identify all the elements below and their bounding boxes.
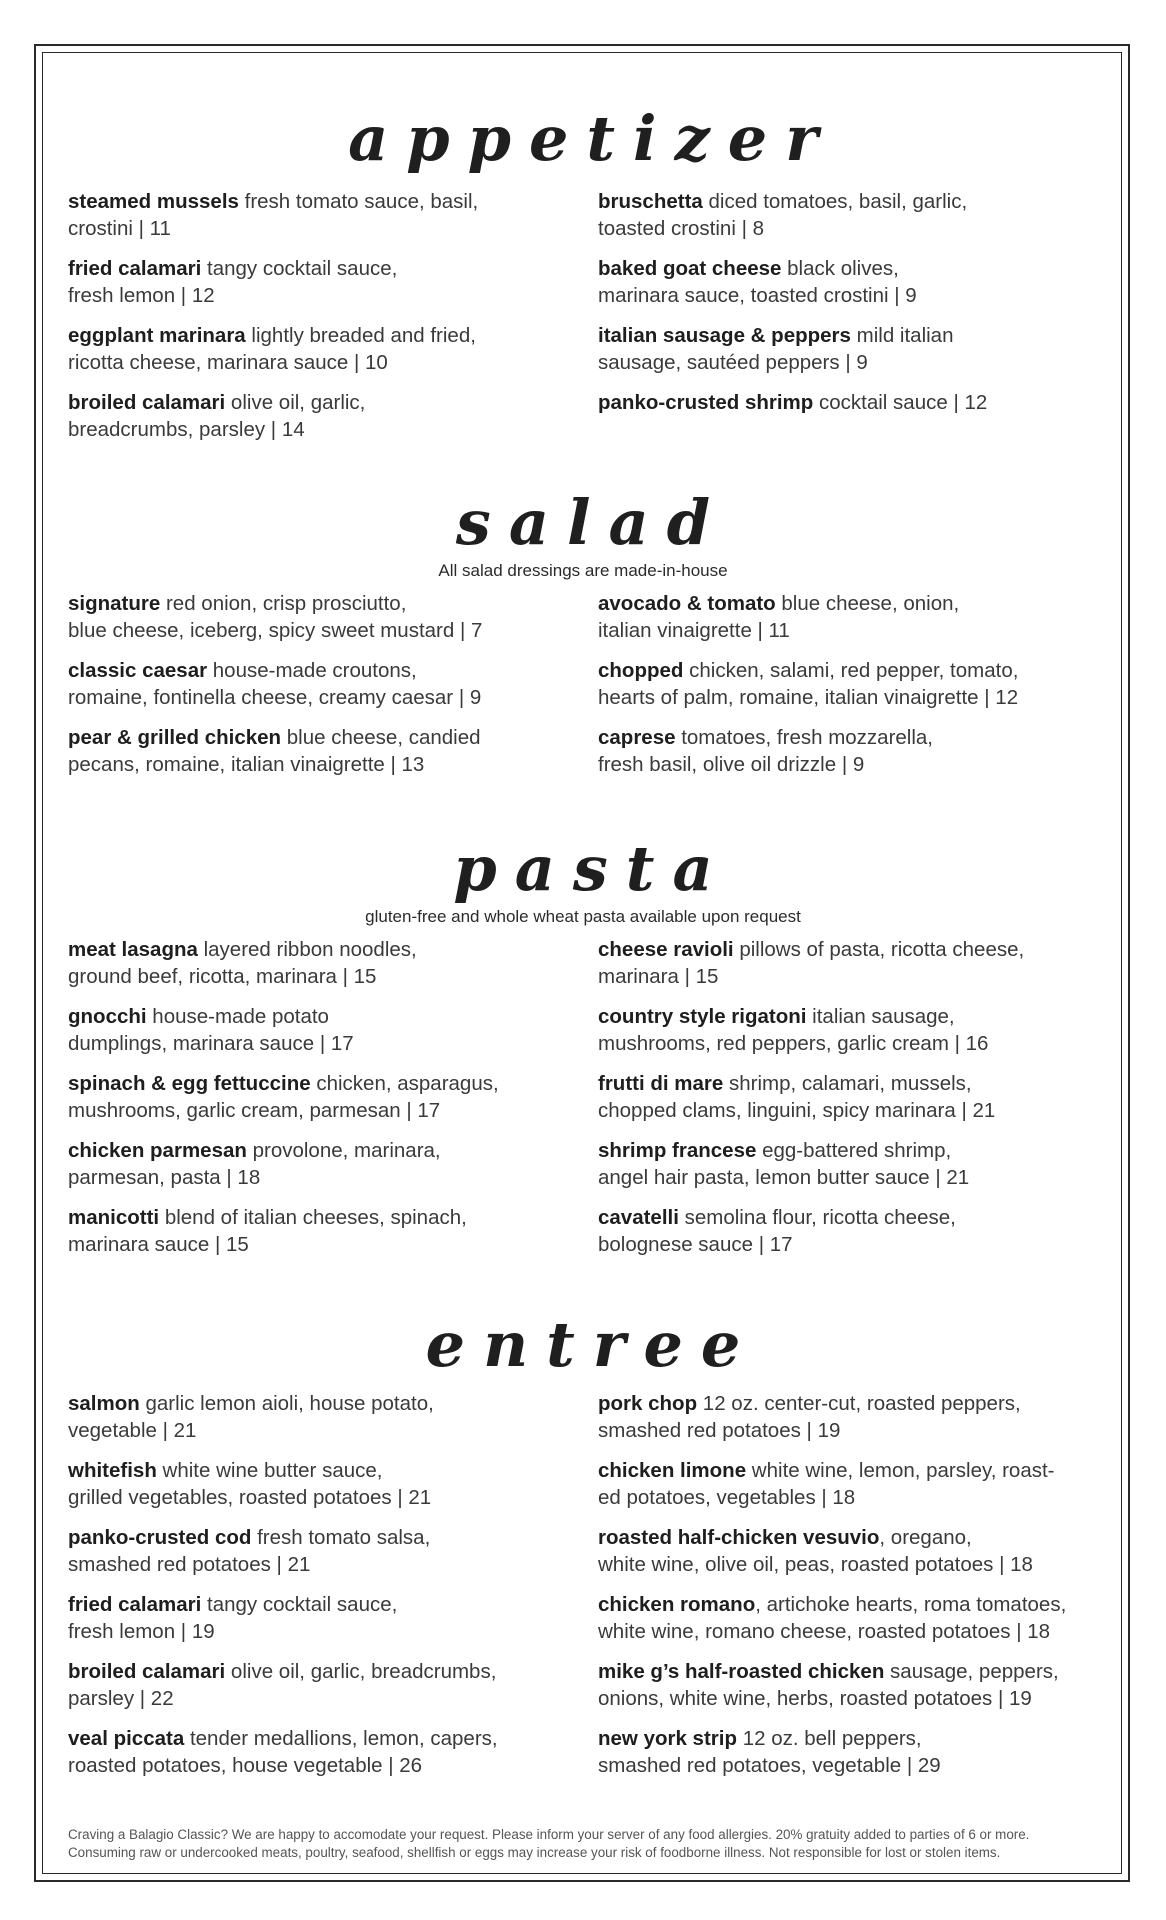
pasta-section [68, 834, 1098, 1258]
menu-item [598, 724, 1098, 778]
item-desc-2: marinara sauce | 15 [68, 1233, 249, 1256]
pasta-left-column [68, 936, 568, 1258]
menu-item [68, 1658, 568, 1712]
item-desc-2: vegetable | 21 [68, 1419, 197, 1442]
item-desc-2: romaine, fontinella cheese, creamy caesar | 9 [68, 686, 482, 709]
item-name: manicotti [68, 1206, 160, 1229]
menu-item [598, 1591, 1098, 1645]
item-desc-2: parsley | 22 [68, 1687, 174, 1710]
item-desc: sausage, peppers, [884, 1660, 1059, 1683]
menu-item [68, 1204, 568, 1258]
item-desc: house-made croutons, [207, 659, 417, 682]
item-name: chopped [598, 659, 684, 682]
footer-line-2: Consuming raw or undercooked meats, poultry, seafood, shellfish or eggs may increase your risk of foodborne illness. Not responsible for lost or stolen items. [68, 1845, 1001, 1860]
section-note: gluten-free and whole wheat pasta available upon request [365, 907, 801, 926]
item-desc-2: crostini | 11 [68, 217, 171, 240]
entree-left-column [68, 1390, 568, 1779]
section-note: All salad dressings are made-in-house [438, 561, 728, 580]
item-desc-2: angel hair pasta, lemon butter sauce | 21 [598, 1166, 970, 1189]
item-desc: fresh tomato salsa, [251, 1526, 431, 1549]
item-desc: , oregano, [879, 1526, 972, 1549]
item-desc: chicken, asparagus, [310, 1072, 499, 1095]
menu-item [598, 255, 1098, 309]
item-desc-2: smashed red potatoes | 19 [598, 1419, 841, 1442]
item-name: pork chop [598, 1392, 698, 1415]
item-desc-2: fresh basil, olive oil drizzle | 9 [598, 753, 865, 776]
item-desc: red onion, crisp prosciutto, [160, 592, 407, 615]
item-desc: black olives, [781, 257, 899, 280]
menu-item [598, 1725, 1098, 1779]
item-desc: egg-battered shrimp, [756, 1139, 952, 1162]
menu-item [598, 657, 1098, 711]
item-name: panko-crusted cod [68, 1526, 252, 1549]
item-name: baked goat cheese [598, 257, 782, 280]
item-name: spinach & egg fettuccine [68, 1072, 311, 1095]
section-heading: salad [455, 486, 729, 559]
item-desc-2: white wine, olive oil, peas, roasted potatoes | 18 [598, 1553, 1033, 1576]
item-name: fried calamari [68, 257, 202, 280]
menu-item [598, 389, 1098, 416]
item-name: italian sausage & peppers [598, 324, 851, 347]
menu-item [598, 936, 1098, 990]
item-desc-2: bolognese sauce | 17 [598, 1233, 793, 1256]
menu-footer [68, 1826, 1098, 1862]
appetizer-left-column [68, 188, 568, 443]
item-desc: mild italian [850, 324, 954, 347]
item-desc: fresh tomato sauce, basil, [238, 190, 479, 213]
item-desc: tangy cocktail sauce, [201, 257, 398, 280]
salad-section [68, 488, 1098, 778]
item-desc-2: chopped clams, linguini, spicy marinara | 21 [598, 1099, 996, 1122]
menu-item [598, 590, 1098, 644]
item-desc: white wine, lemon, parsley, roast- [746, 1459, 1055, 1482]
menu-item [68, 1591, 568, 1645]
item-desc: provolone, marinara, [246, 1139, 441, 1162]
item-name: veal piccata [68, 1727, 185, 1750]
appetizer-section [68, 104, 1098, 443]
item-desc-2: fresh lemon | 19 [68, 1620, 215, 1643]
menu-item [598, 1204, 1098, 1258]
pasta-right-column [598, 936, 1098, 1258]
item-name: classic caesar [68, 659, 208, 682]
item-desc: olive oil, garlic, breadcrumbs, [225, 1660, 497, 1683]
item-desc-2: ricotta cheese, marinara sauce | 10 [68, 351, 388, 374]
section-heading: appetizer [348, 102, 836, 175]
menu-item [598, 1003, 1098, 1057]
item-name: shrimp francese [598, 1139, 757, 1162]
item-desc: olive oil, garlic, [225, 391, 366, 414]
item-desc: tangy cocktail sauce, [201, 1593, 398, 1616]
item-desc: layered ribbon noodles, [197, 938, 417, 961]
item-desc: tomatoes, fresh mozzarella, [675, 726, 934, 749]
item-desc: cocktail sauce | 12 [813, 391, 988, 414]
item-desc-2: smashed red potatoes | 21 [68, 1553, 311, 1576]
item-desc: shrimp, calamari, mussels, [723, 1072, 972, 1095]
item-desc-2: mushrooms, garlic cream, parmesan | 17 [68, 1099, 441, 1122]
menu-item [598, 1524, 1098, 1578]
section-heading: entree [425, 1308, 759, 1381]
item-desc-2: breadcrumbs, parsley | 14 [68, 418, 305, 441]
item-desc-2: pecans, romaine, italian vinaigrette | 13 [68, 753, 425, 776]
item-desc: semolina flour, ricotta cheese, [678, 1206, 956, 1229]
menu-item [68, 389, 568, 443]
item-name: frutti di mare [598, 1072, 724, 1095]
item-name: roasted half-chicken vesuvio [598, 1526, 880, 1549]
menu-item [68, 936, 568, 990]
menu-item [68, 1457, 568, 1511]
menu-item [68, 1524, 568, 1578]
menu-item [68, 590, 568, 644]
item-desc-2: fresh lemon | 12 [68, 284, 215, 307]
item-desc: , artichoke hearts, roma tomatoes, [755, 1593, 1067, 1616]
item-name: eggplant marinara [68, 324, 246, 347]
item-desc: 12 oz. center-cut, roasted peppers, [697, 1392, 1021, 1415]
item-desc-2: roasted potatoes, house vegetable | 26 [68, 1754, 423, 1777]
menu-item [68, 1725, 568, 1779]
item-name: caprese [598, 726, 676, 749]
item-desc-2: mushrooms, red peppers, garlic cream | 16 [598, 1032, 989, 1055]
menu-item [68, 1003, 568, 1057]
menu-item [598, 1137, 1098, 1191]
item-desc-2: marinara sauce, toasted crostini | 9 [598, 284, 917, 307]
menu-item [68, 255, 568, 309]
item-name: panko-crusted shrimp [598, 391, 814, 414]
menu-item [598, 188, 1098, 242]
menu-item [68, 724, 568, 778]
item-name: broiled calamari [68, 391, 226, 414]
item-desc-2: dumplings, marinara sauce | 17 [68, 1032, 354, 1055]
menu-item [68, 1137, 568, 1191]
item-desc-2: marinara | 15 [598, 965, 719, 988]
item-desc: italian sausage, [806, 1005, 955, 1028]
item-desc-2: white wine, romano cheese, roasted potatoes | 18 [598, 1620, 1051, 1643]
menu-item [68, 322, 568, 376]
item-desc: diced tomatoes, basil, garlic, [702, 190, 968, 213]
item-desc: pillows of pasta, ricotta cheese, [733, 938, 1025, 961]
item-name: broiled calamari [68, 1660, 226, 1683]
footer-line-1: Craving a Balagio Classic? We are happy to accomodate your request. Please inform your server of any food allergies. 20% gratuity added to parties of 6 or more. [68, 1827, 1030, 1842]
menu-item [68, 657, 568, 711]
item-desc: blue cheese, onion, [775, 592, 960, 615]
menu-item [598, 1457, 1098, 1511]
item-name: chicken romano [598, 1593, 756, 1616]
item-name: bruschetta [598, 190, 703, 213]
item-desc-2: ed potatoes, vegetables | 18 [598, 1486, 856, 1509]
item-desc-2: smashed red potatoes, vegetable | 29 [598, 1754, 941, 1777]
item-name: country style rigatoni [598, 1005, 807, 1028]
item-name: whitefish [68, 1459, 157, 1482]
item-name: new york strip [598, 1727, 737, 1750]
item-desc: lightly breaded and fried, [245, 324, 476, 347]
item-desc-2: onions, white wine, herbs, roasted potatoes | 19 [598, 1687, 1032, 1710]
item-name: salmon [68, 1392, 140, 1415]
item-name: mike g’s half-roasted chicken [598, 1660, 885, 1683]
section-heading: pasta [453, 832, 731, 905]
entree-section [68, 1310, 1098, 1779]
item-name: avocado & tomato [598, 592, 776, 615]
item-name: cavatelli [598, 1206, 679, 1229]
salad-left-column [68, 590, 568, 778]
item-name: pear & grilled chicken [68, 726, 282, 749]
item-desc-2: ground beef, ricotta, marinara | 15 [68, 965, 377, 988]
menu-item [598, 1070, 1098, 1124]
item-desc-2: grilled vegetables, roasted potatoes | 21 [68, 1486, 432, 1509]
item-desc: garlic lemon aioli, house potato, [139, 1392, 434, 1415]
item-name: gnocchi [68, 1005, 147, 1028]
item-name: chicken limone [598, 1459, 747, 1482]
menu-item [598, 1658, 1098, 1712]
item-desc-2: blue cheese, iceberg, spicy sweet mustard | 7 [68, 619, 483, 642]
menu-item [598, 1390, 1098, 1444]
item-desc: house-made potato [146, 1005, 329, 1028]
item-desc: white wine butter sauce, [156, 1459, 383, 1482]
item-name: fried calamari [68, 1593, 202, 1616]
item-desc-2: sausage, sautéed peppers | 9 [598, 351, 868, 374]
item-desc: 12 oz. bell peppers, [737, 1727, 922, 1750]
item-name: signature [68, 592, 161, 615]
item-name: cheese ravioli [598, 938, 734, 961]
item-desc: tender medallions, lemon, capers, [184, 1727, 498, 1750]
item-name: chicken parmesan [68, 1139, 247, 1162]
appetizer-right-column [598, 188, 1098, 443]
menu-item [598, 322, 1098, 376]
item-desc: blue cheese, candied [281, 726, 481, 749]
salad-right-column [598, 590, 1098, 778]
item-desc-2: hearts of palm, romaine, italian vinaigrette | 12 [598, 686, 1019, 709]
item-desc-2: parmesan, pasta | 18 [68, 1166, 261, 1189]
item-name: meat lasagna [68, 938, 198, 961]
item-desc-2: toasted crostini | 8 [598, 217, 764, 240]
item-name: steamed mussels [68, 190, 239, 213]
menu-item [68, 1390, 568, 1444]
menu-item [68, 1070, 568, 1124]
item-desc: chicken, salami, red pepper, tomato, [683, 659, 1019, 682]
item-desc-2: italian vinaigrette | 11 [598, 619, 790, 642]
menu-item [68, 188, 568, 242]
item-desc: blend of italian cheeses, spinach, [159, 1206, 467, 1229]
entree-right-column [598, 1390, 1098, 1779]
